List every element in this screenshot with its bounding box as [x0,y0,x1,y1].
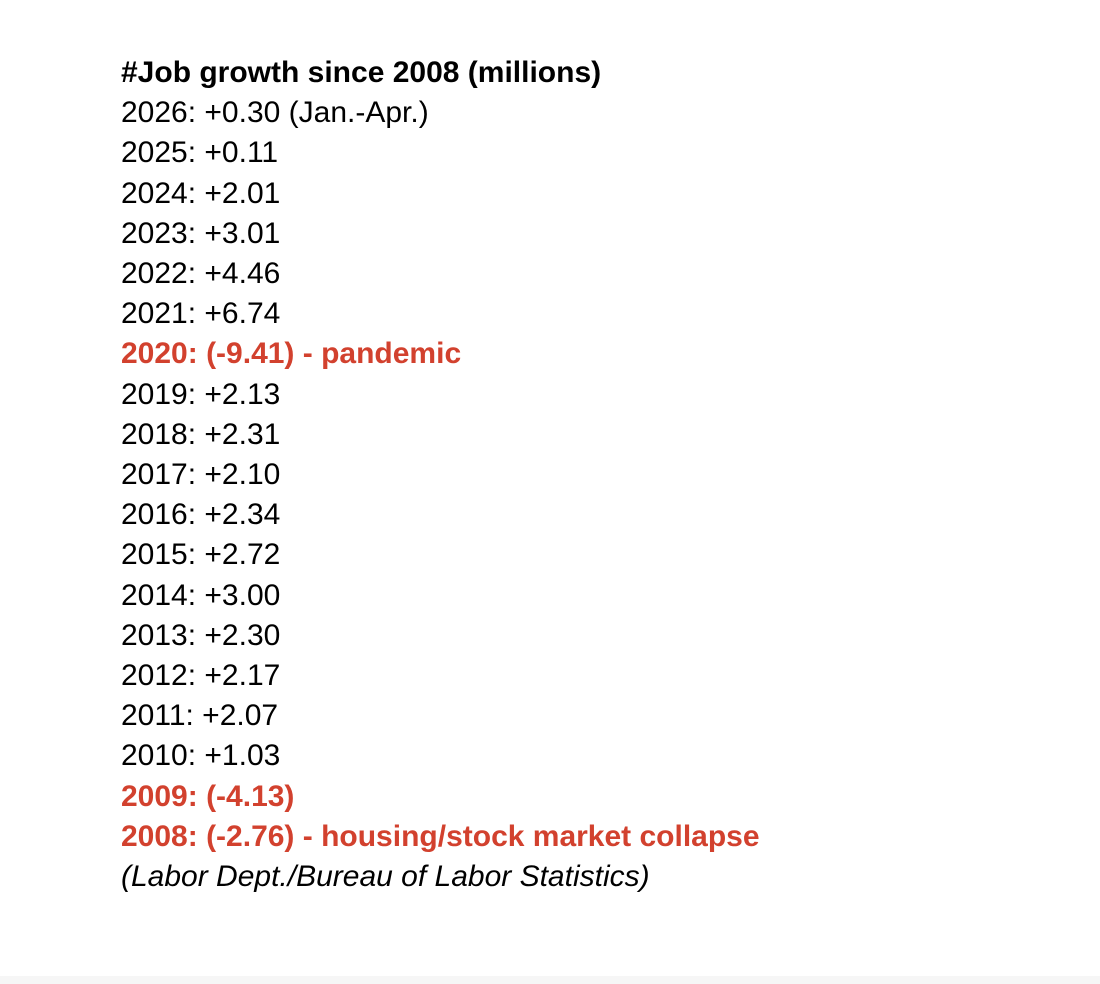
bottom-edge-band [0,976,1100,984]
year-line-2020-highlight: 2020: (-9.41) - pandemic [121,337,462,371]
year-line-2022: 2022: +4.46 [121,257,281,291]
year-line-2011: 2011: +2.07 [121,699,279,733]
year-line-2026: 2026: +0.30 (Jan.-Apr.) [121,96,429,130]
source-note: (Labor Dept./Bureau of Labor Statistics) [121,860,650,894]
year-line-2016: 2016: +2.34 [121,498,281,532]
year-line-2014: 2014: +3.00 [121,578,281,612]
year-line-2018: 2018: +2.31 [121,417,281,451]
year-line-2012: 2012: +2.17 [121,659,281,693]
year-line-2013: 2013: +2.30 [121,618,281,652]
year-line-2023: 2023: +3.01 [121,216,281,250]
year-line-2009-highlight: 2009: (-4.13) [121,779,295,813]
job-growth-document [121,53,760,897]
year-line-2017: 2017: +2.10 [121,458,281,492]
year-line-2025: 2025: +0.11 [121,136,279,170]
year-line-2010: 2010: +1.03 [121,739,281,773]
document-title: #Job growth since 2008 (millions) [121,56,602,89]
year-line-2015: 2015: +2.72 [121,538,281,572]
year-line-2008-highlight: 2008: (-2.76) - housing/stock market collapse [121,819,760,853]
year-line-2019: 2019: +2.13 [121,377,281,411]
year-line-2024: 2024: +2.01 [121,176,281,210]
year-line-2021: 2021: +6.74 [121,297,281,331]
